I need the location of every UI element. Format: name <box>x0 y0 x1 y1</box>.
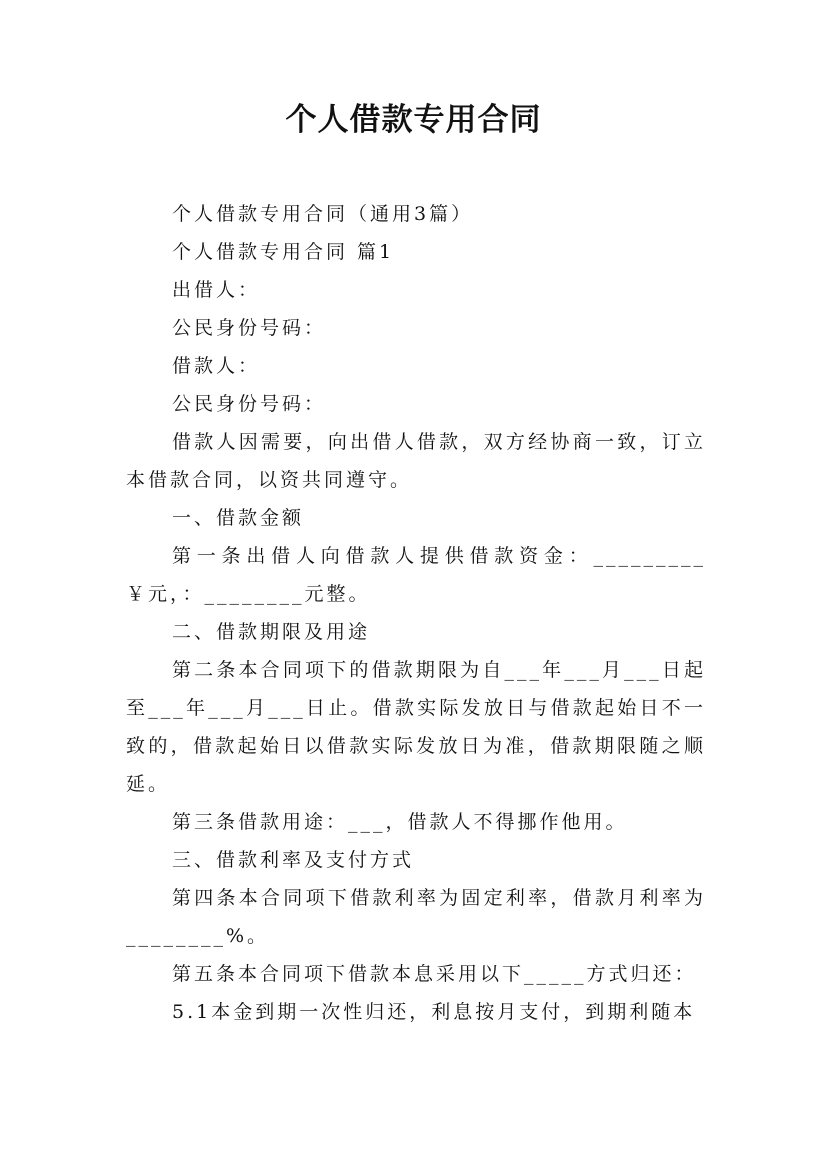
paragraph-article-1: 第一条出借人向借款人提供借款资金：_________￥元，：________元整。 <box>126 545 706 605</box>
paragraph-heading-term: 二、借款期限及用途 <box>172 621 371 643</box>
paragraph-lender-id: 公民身份号码： <box>172 317 327 339</box>
paragraph-clause-5-1: 5.1本金到期一次性归还，利息按月支付，到期利随本 <box>172 1001 696 1023</box>
paragraph-heading-amount: 一、借款金额 <box>172 507 305 529</box>
paragraph-borrower-id: 公民身份号码： <box>172 393 327 415</box>
paragraph-heading-interest: 三、借款利率及支付方式 <box>172 849 415 871</box>
paragraph-article-4: 第四条本合同项下借款利率为固定利率，借款月利率为________%。 <box>126 887 706 947</box>
paragraph-article-2: 第二条本合同项下的借款期限为自___年___月___日起至___年___月___日止。借款实际发放日与借款起始日不一致的，借款起始日以借款实际发放日为准，借款期限随之顺延。 <box>126 659 706 795</box>
document-title: 个人借款专用合同 <box>285 102 542 138</box>
paragraph-borrower: 借款人： <box>172 355 261 377</box>
paragraph-article-3: 第三条借款用途：___，借款人不得挪作他用。 <box>172 811 628 833</box>
paragraph-subtitle: 个人借款专用合同（通用3篇） <box>172 203 474 225</box>
paragraph-preamble: 借款人因需要，向出借人借款，双方经协商一致，订立本借款合同，以资共同遵守。 <box>126 431 706 491</box>
paragraph-section-heading: 个人借款专用合同 篇1 <box>172 241 395 263</box>
paragraph-lender: 出借人： <box>172 279 261 301</box>
paragraph-article-5: 第五条本合同项下借款本息采用以下_____方式归还： <box>172 963 697 985</box>
document-body <box>126 195 706 1031</box>
